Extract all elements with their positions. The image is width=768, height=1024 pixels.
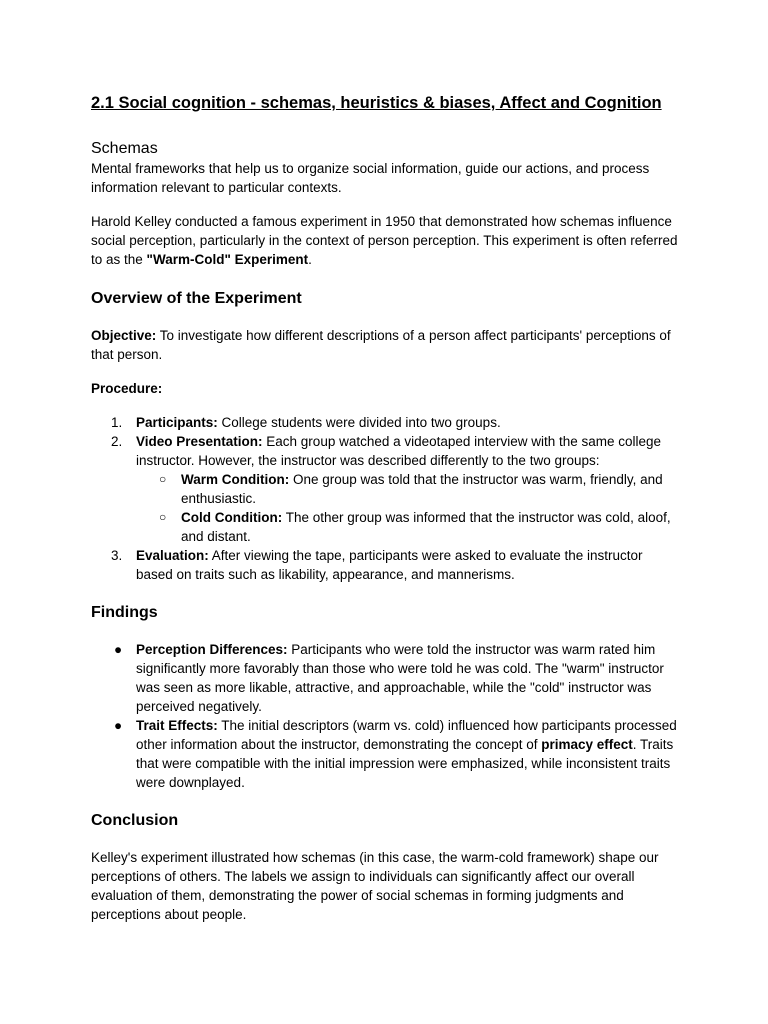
step-number: 2.	[111, 434, 123, 449]
schemas-heading: Schemas	[91, 140, 158, 157]
step-number: 1.	[111, 415, 123, 430]
procedure-step	[91, 432, 678, 546]
condition-text: The other group was informed that the instructor was cold, aloof, and distant.	[181, 510, 671, 544]
bullet-icon: ●	[114, 642, 123, 657]
objective-label: Objective:	[91, 328, 157, 343]
schemas-definition: Mental frameworks that help us to organize social information, guide our actions, and process information relevant to particular contexts.	[91, 161, 650, 195]
finding-label: Trait Effects:	[136, 718, 218, 733]
objective-text: To investigate how different descriptions of a person affect participants' perceptions of that person.	[91, 328, 671, 362]
findings-list	[91, 640, 678, 792]
condition-item	[136, 470, 678, 508]
conclusion-heading: Conclusion	[91, 812, 179, 829]
condition-list	[136, 470, 678, 546]
step-number: 3.	[111, 548, 123, 563]
condition-label: Warm Condition:	[181, 472, 290, 487]
step-label: Video Presentation:	[136, 434, 263, 449]
step-text: After viewing the tape, participants were asked to evaluate the instructor based on traits such as likability, appearance, and mannerisms.	[136, 548, 643, 582]
procedure-label: Procedure:	[91, 381, 163, 396]
condition-item	[136, 508, 678, 546]
step-text: Each group watched a videotaped interview with the same college instructor. However, the instructor was described differently to the two groups:	[136, 434, 662, 468]
finding-label: Perception Differences:	[136, 642, 288, 657]
step-label: Evaluation:	[136, 548, 209, 563]
step-text: College students were divided into two groups.	[217, 415, 501, 430]
bullet-icon: ●	[114, 718, 123, 733]
step-label: Participants:	[136, 415, 218, 430]
procedure-step	[91, 546, 678, 584]
hollow-circle-icon: ○	[159, 510, 167, 524]
experiment-name: "Warm-Cold" Experiment	[146, 252, 309, 267]
kelley-intro-end: .	[308, 252, 312, 267]
hollow-circle-icon: ○	[159, 472, 167, 486]
finding-item	[91, 640, 678, 716]
primacy-effect-term: primacy effect	[541, 737, 633, 752]
kelley-intro-text: Harold Kelley conducted a famous experiment in 1950 that demonstrated how schemas influence social perception, particularly in the context of person perception. This experiment is often referred to as the	[91, 214, 678, 267]
conclusion-paragraph: Kelley's experiment illustrated how schemas (in this case, the warm-cold framework) shape our perceptions of others. The labels we assign to individuals can significantly affect our overall evaluation of them, demonstrating the power of social schemas in forming judgments and perceptions about people.	[91, 850, 659, 922]
condition-text: One group was told that the instructor was warm, friendly, and enthusiastic.	[181, 472, 663, 506]
finding-item	[91, 716, 678, 792]
procedure-list	[91, 413, 678, 584]
finding-text: The initial descriptors (warm vs. cold) influenced how participants processed other information about the instructor, demonstrating the concept of	[136, 718, 677, 752]
objective-paragraph	[91, 326, 678, 364]
procedure-step	[91, 413, 678, 432]
overview-heading: Overview of the Experiment	[91, 290, 302, 307]
document-title: 2.1 Social cognition - schemas, heuristics & biases, Affect and Cognition	[91, 94, 662, 112]
condition-label: Cold Condition:	[181, 510, 283, 525]
kelley-intro-paragraph	[91, 212, 678, 269]
finding-text-end: . Traits that were compatible with the initial impression were emphasized, while inconsistent traits were downplayed.	[136, 737, 674, 790]
finding-text: Participants who were told the instructor was warm rated him significantly more favorably than those who were told he was cold. The "warm" instructor was seen as more likable, attractive, and approachable, while the "cold" instructor was perceived negatively.	[136, 642, 664, 714]
findings-heading: Findings	[91, 604, 158, 621]
